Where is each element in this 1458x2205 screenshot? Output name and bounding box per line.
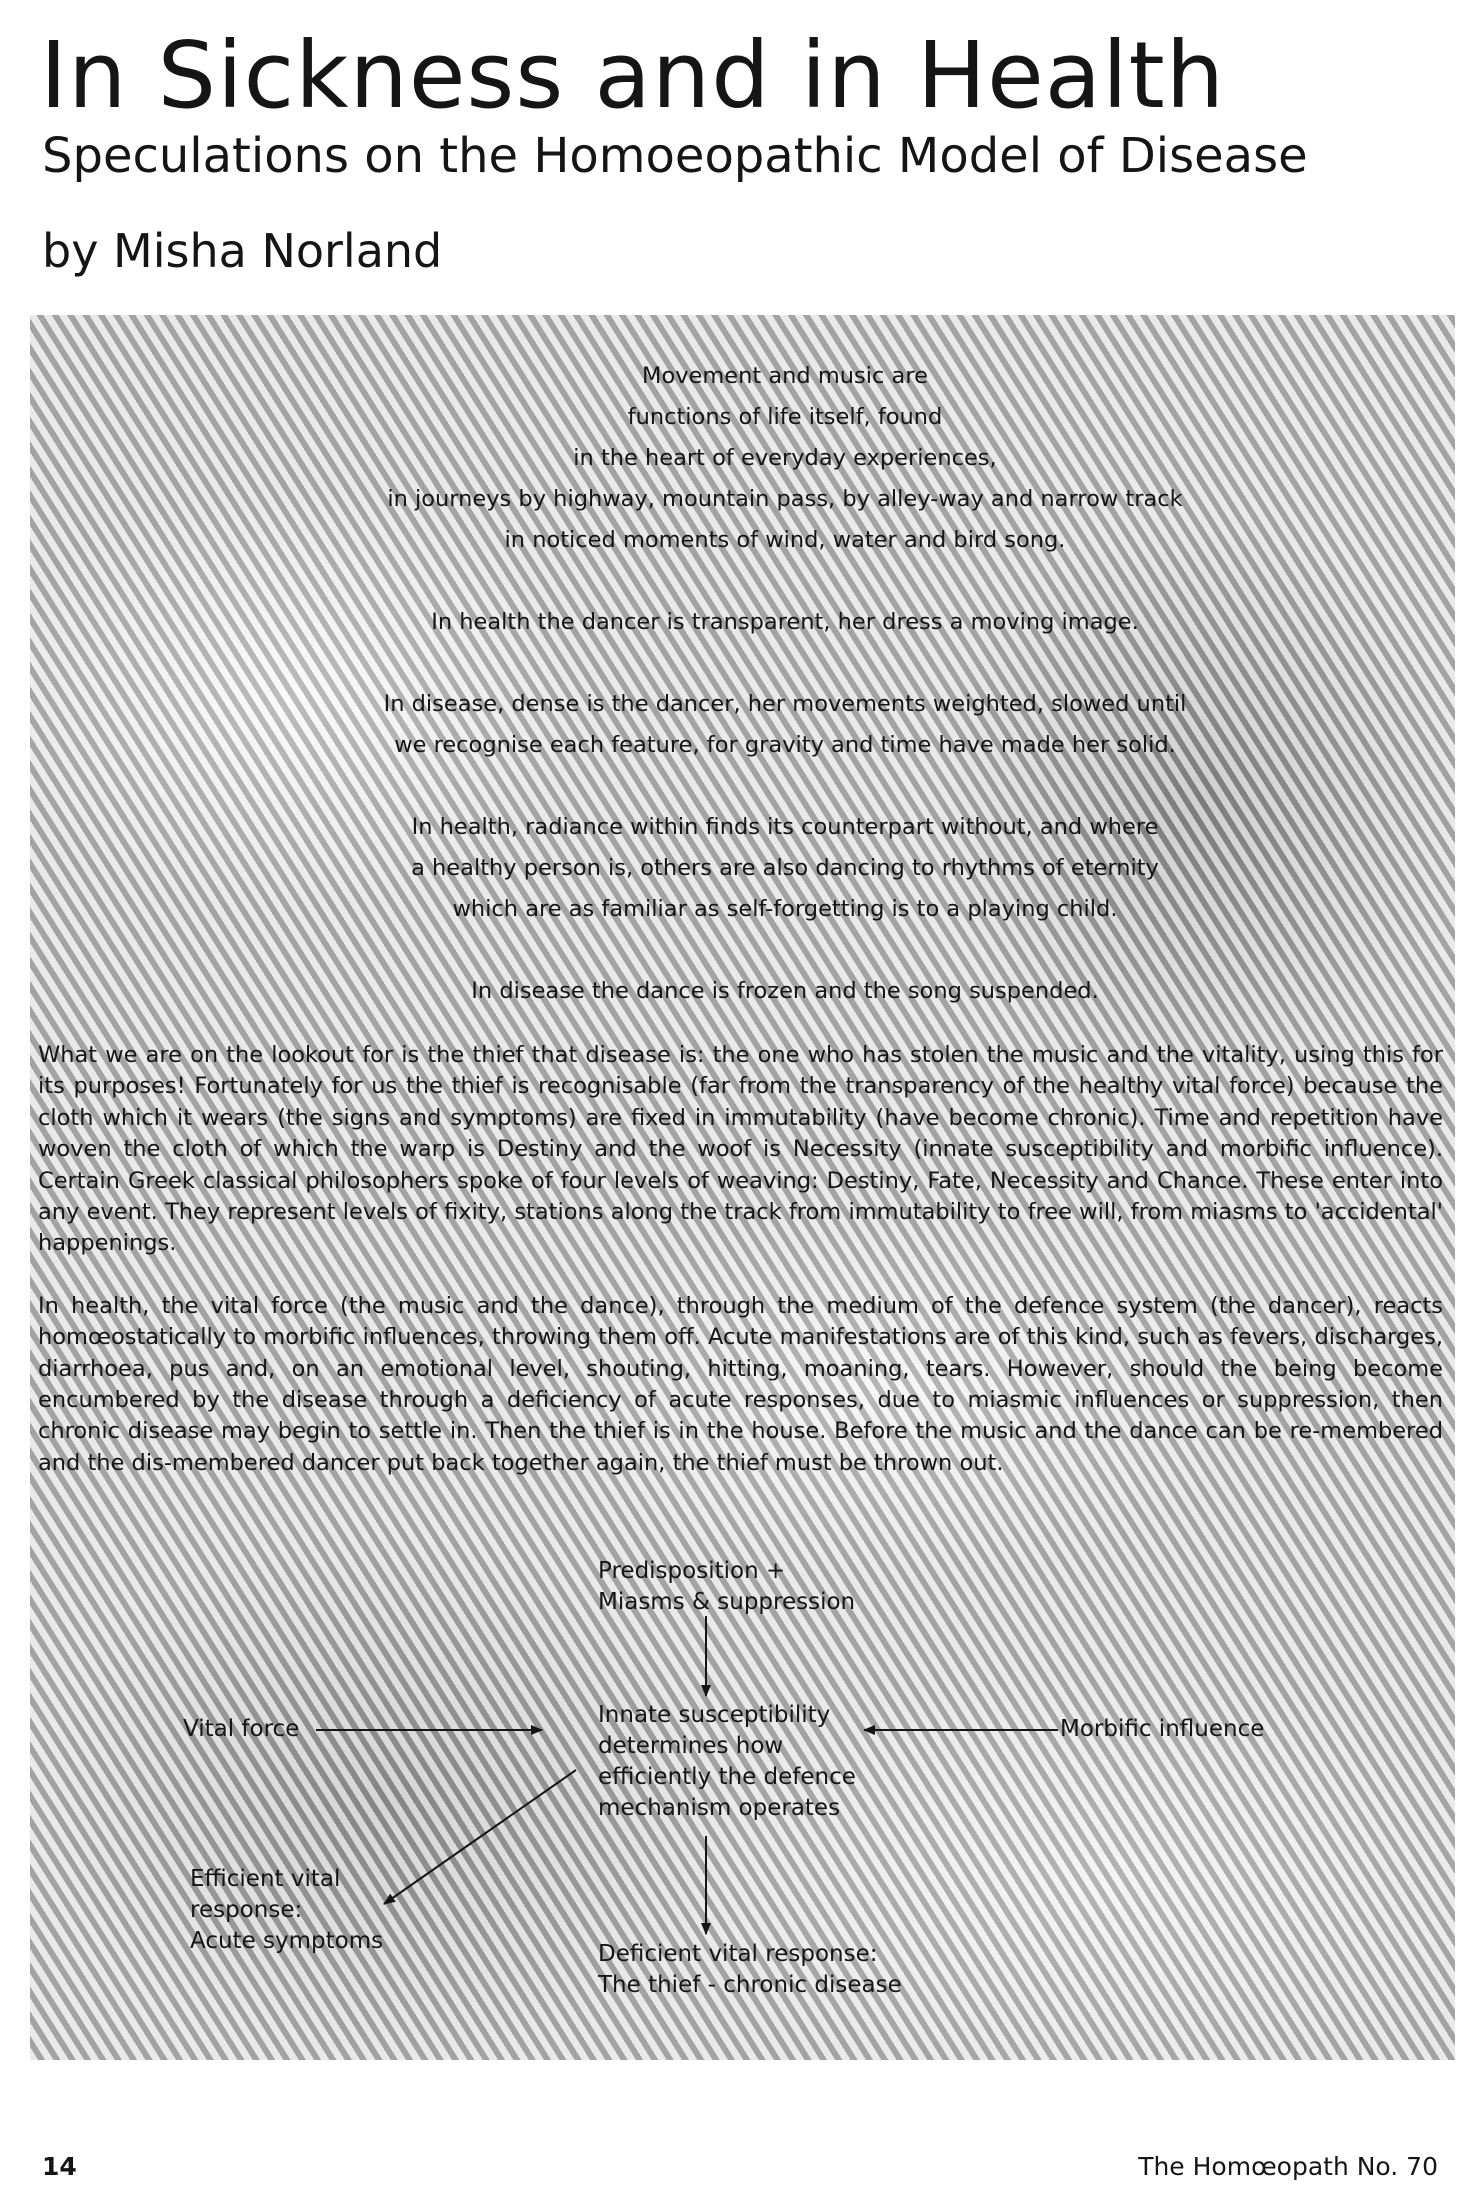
poem-line: we recognise each feature, for gravity and time have made her solid. [394,732,1176,758]
publication-name: The Homœopath No. 70 [1138,2152,1438,2181]
poem-line: in noticed moments of wind, water and bird song. [504,527,1066,553]
diagram-node-morbific-influence [1060,1714,1264,1745]
diagram-node-line: efficiently the defence [598,1764,856,1790]
diagram-node-predisposition [598,1556,855,1618]
diagram-node-line: Efficient vital [190,1866,341,1892]
article-title: In Sickness and in Health [40,22,1226,129]
diagram-node-efficient-response [190,1864,383,1957]
poem-line: which are as familiar as self-forgetting is to a playing child. [452,896,1118,922]
diagram-node-line: Deficient vital response: [598,1941,878,1967]
article-body [38,1040,1443,1510]
poem-stanza [210,356,1360,561]
diagram-node-line: The thief - chronic disease [598,1972,902,1998]
diagram-node-line: determines how [598,1733,784,1759]
poem-line: functions of life itself, found [627,404,943,430]
diagram-node-line: Morbific influence [1060,1716,1265,1742]
poem-stanza [210,684,1360,766]
diagram-node-line: response: [190,1897,303,1923]
body-paragraph: In health, the vital force (the music and the dance), through the medium of the defence system (the dancer), reacts homœostatically to morbific influences, throwing them off. Acute manifestations are of this kind, such as fevers, discharges, diarrhoea, pus and, on an emotional level, shouting, hitting, moaning, tears. However, should the being become encumbered by the disease through a deficiency of acute responses, due to miasmic influences or suppression, then chronic disease may begin to settle in. Then the thief is in the house. Before the music and the dance can be re-membered and the dis-membered dancer put back together again, the thief must be thrown out. [38,1292,1443,1476]
poem-line: In health, radiance within finds its counterpart without, and where [411,814,1159,840]
diagram-node-vital-force [183,1714,299,1745]
poem-line: in journeys by highway, mountain pass, by alley-way and narrow track [387,486,1183,512]
poem-line: in the heart of everyday experiences, [573,445,997,471]
poem-line: In disease, dense is the dancer, her movements weighted, slowed until [383,691,1187,717]
poem-line: In health the dancer is transparent, her dress a moving image. [431,609,1139,635]
poem-stanza [210,602,1360,643]
poem-stanza [210,807,1360,930]
diagram-node-innate-susceptibility [598,1700,856,1824]
page-number: 14 [42,2152,77,2181]
poem-line: a healthy person is, others are also dancing to rhythms of eternity [411,855,1159,881]
poem-line: Movement and music are [642,363,928,389]
diagram-node-deficient-response [598,1939,902,2001]
poem-stanza [210,971,1360,1012]
diagram-node-line: Innate susceptibility [598,1702,831,1728]
diagram-node-line: Miasms & suppression [598,1589,856,1615]
author-byline: by Misha Norland [42,224,443,278]
article-subtitle: Speculations on the Homoeopathic Model of Disease [42,128,1308,184]
poem-line: In disease the dance is frozen and the song suspended. [471,978,1099,1004]
diagram-node-line: Predisposition + [598,1558,786,1584]
diagram-node-line: Acute symptoms [190,1928,384,1954]
diagram-node-line: Vital force [183,1716,300,1742]
poem [210,356,1360,1012]
diagram-node-line: mechanism operates [598,1795,841,1821]
body-paragraph: What we are on the lookout for is the thief that disease is: the one who has stolen the music and the vitality, using this for its purposes! Fortunately for us the thief is recognisable (far from the transparency of the healthy vital force) because the cloth which it wears (the signs and symptoms) are fixed in immutability (have become chronic). Time and repetition have woven the cloth of which the warp is Destiny and the woof is Necessity (innate susceptibility and morbific influence). Certain Greek classical philosophers spoke of four levels of weaving: Destiny, Fate, Necessity and Chance. These enter into any event. They represent levels of fixity, stations along the track from immutability to free will, from miasms to 'accidental' happenings. [38,1042,1443,1257]
